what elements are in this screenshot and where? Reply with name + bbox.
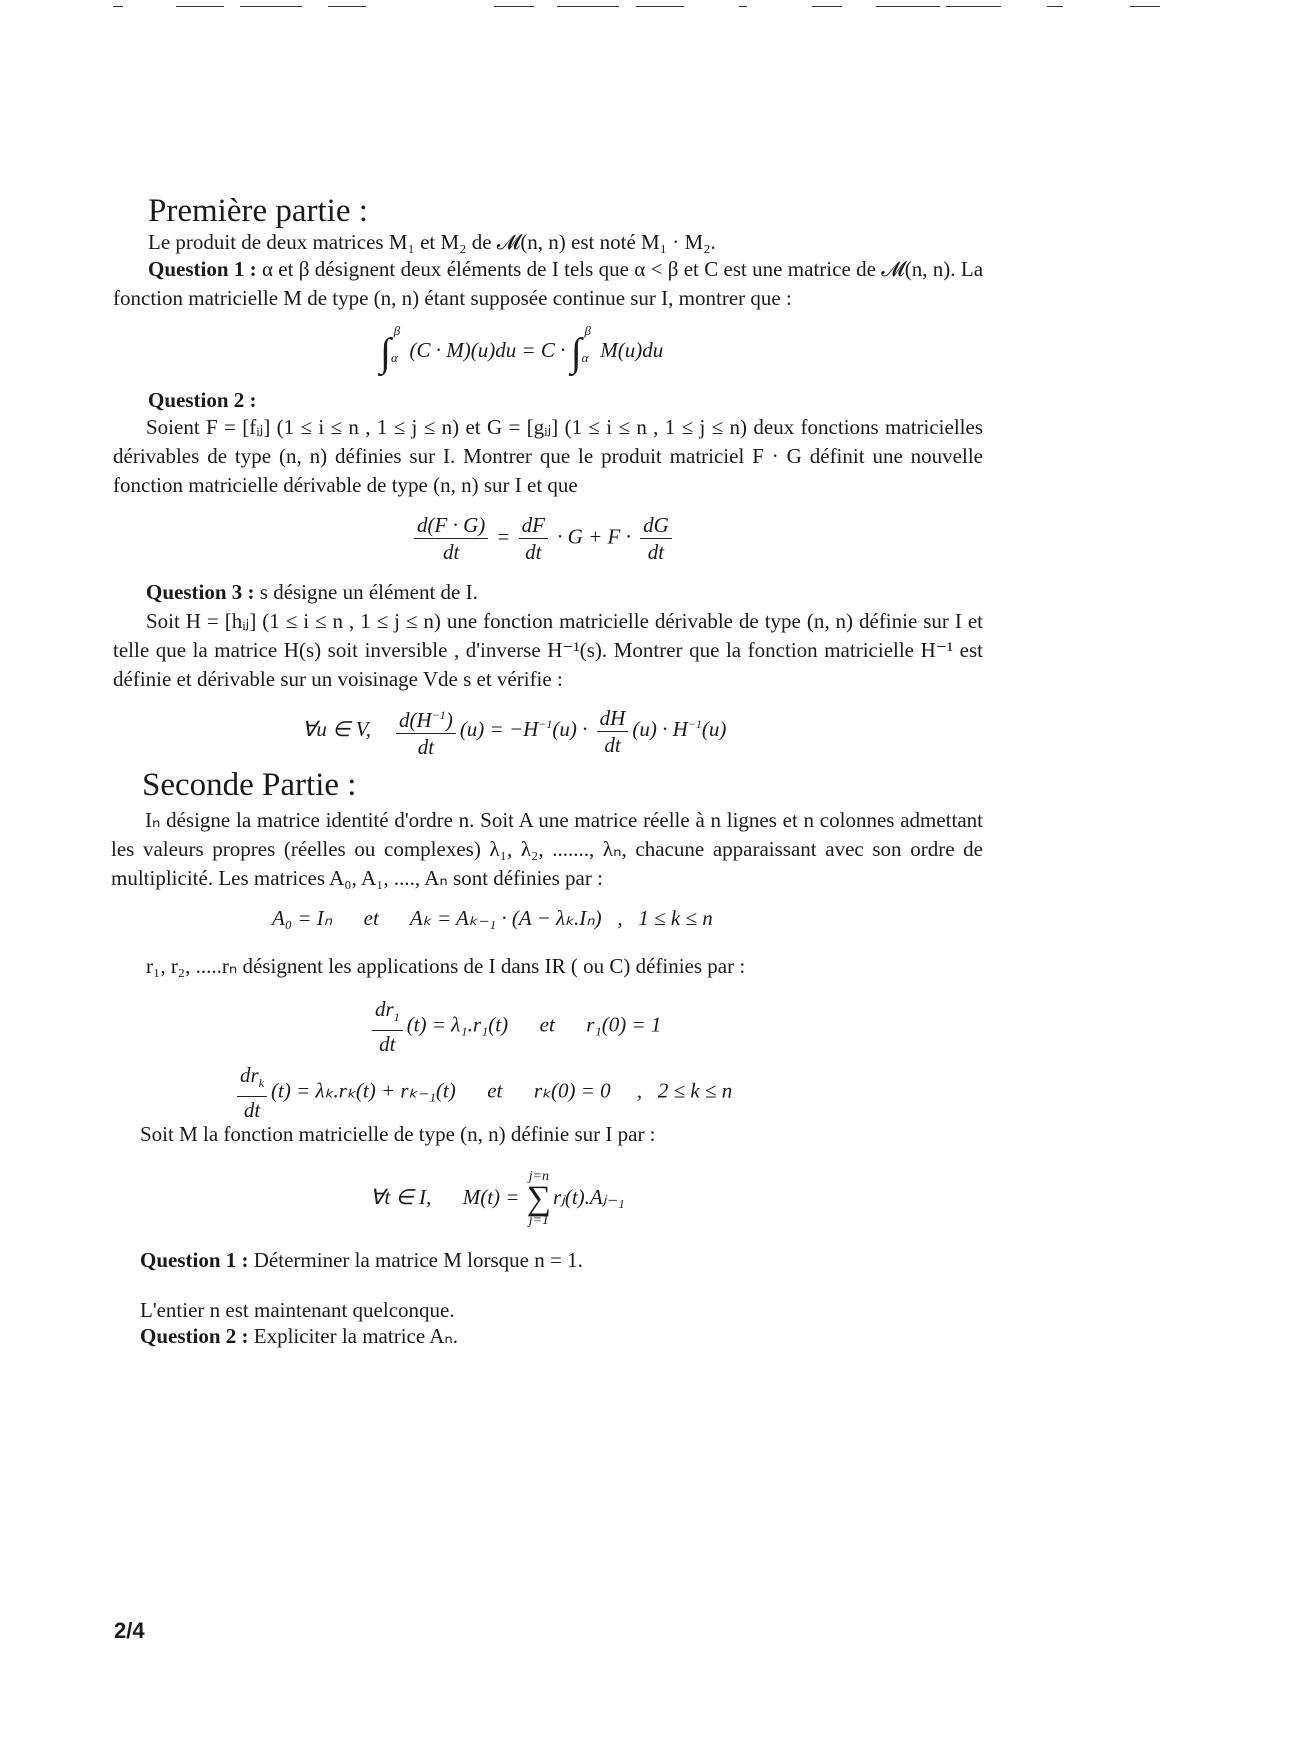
r1-equation: $\frac{dr_1}{dt}$ (t) = λ₁.r₁(t) et r₁(0) = 1 [368, 996, 661, 1057]
q1-text: α et β désignent deux éléments de I tels que α < β et C est une matrice de 𝓜(n, n). La fonction matricielle M de type (n, n) étant supposée continue sur I, montrer que : [113, 257, 984, 310]
r-intro: r₁, r₂, .....rₙ désignent les applications de I dans IR ( ou C) définies par : [146, 954, 746, 978]
q1-eq-left: (C · M)(u)du = C · [409, 338, 566, 362]
p2-q1-text: Déterminer la matrice M lorsque n = 1. [253, 1248, 583, 1272]
q3-equation: ∀u ∈ V, $\frac{d(H^{-1})}{dt}$ $(u) = -H^{-1}(u)$ · $\frac{dH}{dt}$ $(u) \cdot H^{-1}(u)$ [302, 702, 726, 760]
rk-equation: $\frac{dr_k}{dt}$ (t) = λₖ.rₖ(t) + rₖ₋₁(t) et rₖ(0) = 0 , 2 ≤ k ≤ n [233, 1062, 732, 1123]
M-eq-left: ∀t ∈ I, M(t) = [370, 1184, 520, 1209]
general-n: L'entier n est maintenant quelconque. [140, 1298, 455, 1322]
part1-intro: Le produit de deux matrices M₁ et M₂ de 𝓜(n, n) est noté M₁ · M₂. [148, 230, 716, 254]
part2-question1 [140, 1246, 583, 1275]
q2-text: Soient F = [fᵢⱼ] (1 ≤ i ≤ n , 1 ≤ j ≤ n) et G = [gᵢⱼ] (1 ≤ i ≤ n , 1 ≤ j ≤ n) deux fonctions matricielles dérivables de type (n, n) définies sur I. Montrer que le produit matriciel F · G définit une nouvelle fonction matricielle dérivable de type (n, n) sur I et que [113, 415, 983, 497]
page-number: 2/4 [114, 1618, 145, 1643]
q3-label: Question 3 : [146, 580, 255, 604]
M-eq-right: rⱼ(t).Aⱼ₋₁ [552, 1184, 625, 1209]
q1-label: Question 1 : [148, 257, 257, 281]
part2-question2 [140, 1322, 458, 1351]
M-definition: Soit M la fonction matricielle de type (n, n) définie sur I par : [140, 1122, 656, 1146]
p2-q1-label: Question 1 : [140, 1248, 249, 1272]
q3-intro: s désigne un élément de I. [259, 580, 478, 604]
r1-rest: (t) = λ₁.r₁(t) et r₁(0) = 1 [406, 1012, 662, 1037]
part1-question1 [113, 255, 983, 313]
q2-label: Question 2 : [148, 388, 257, 412]
q1-equation: $\int_\alpha^\beta$ $(C \cdot M)(u)du = C \cdot \int_\alpha^\beta$ M(u)du [380, 323, 664, 375]
q1-eq-right: M(u)du [600, 338, 664, 362]
rk-rest: (t) = λₖ.rₖ(t) + rₖ₋₁(t) et rₖ(0) = 0 , 2 ≤ k ≤ n [271, 1078, 733, 1103]
def-A: A₀ = Iₙ et Aₖ = Aₖ₋₁ · (A − λₖ.Iₙ) , 1 ≤ k ≤ n [272, 906, 713, 930]
p2-q2-text: Expliciter la matrice Aₙ. [253, 1324, 459, 1348]
q3-header [146, 578, 478, 607]
p2-q2-label: Question 2 : [140, 1324, 249, 1348]
part2-title: Seconde Partie : [142, 767, 357, 803]
part2-intro: Iₙ désigne la matrice identité d'ordre n. Soit A une matrice réelle à n lignes et n colonnes admettant les valeurs propres (réelles ou complexes) λ₁, λ₂, ......., λₙ, chacune apparaissant avec son ordre de multiplicité. Les matrices A₀, A₁, ...., Aₙ sont définies par : [111, 808, 983, 890]
q2-equation: $\frac{d(F \cdot G)}{dt}$ = $\frac{dF}{dt}$ · G + F · $\frac{dG}{dt}$ [410, 512, 676, 565]
q3-text: Soit H = [hᵢⱼ] (1 ≤ i ≤ n , 1 ≤ j ≤ n) une fonction matricielle dérivable de type (n, n) définie sur I et telle que la matrice H(s) soit inversible , d'inverse H⁻¹(s). Montrer que la fonction matricielle H⁻¹ est définie et dérivable sur un voisinage Vde s et vérifie : [113, 609, 983, 691]
part1-title: Première partie : [148, 193, 368, 229]
M-equation: ∀t ∈ I, M(t) = j=n ∑ j=1 rⱼ(t).Aⱼ₋₁ [370, 1169, 625, 1228]
